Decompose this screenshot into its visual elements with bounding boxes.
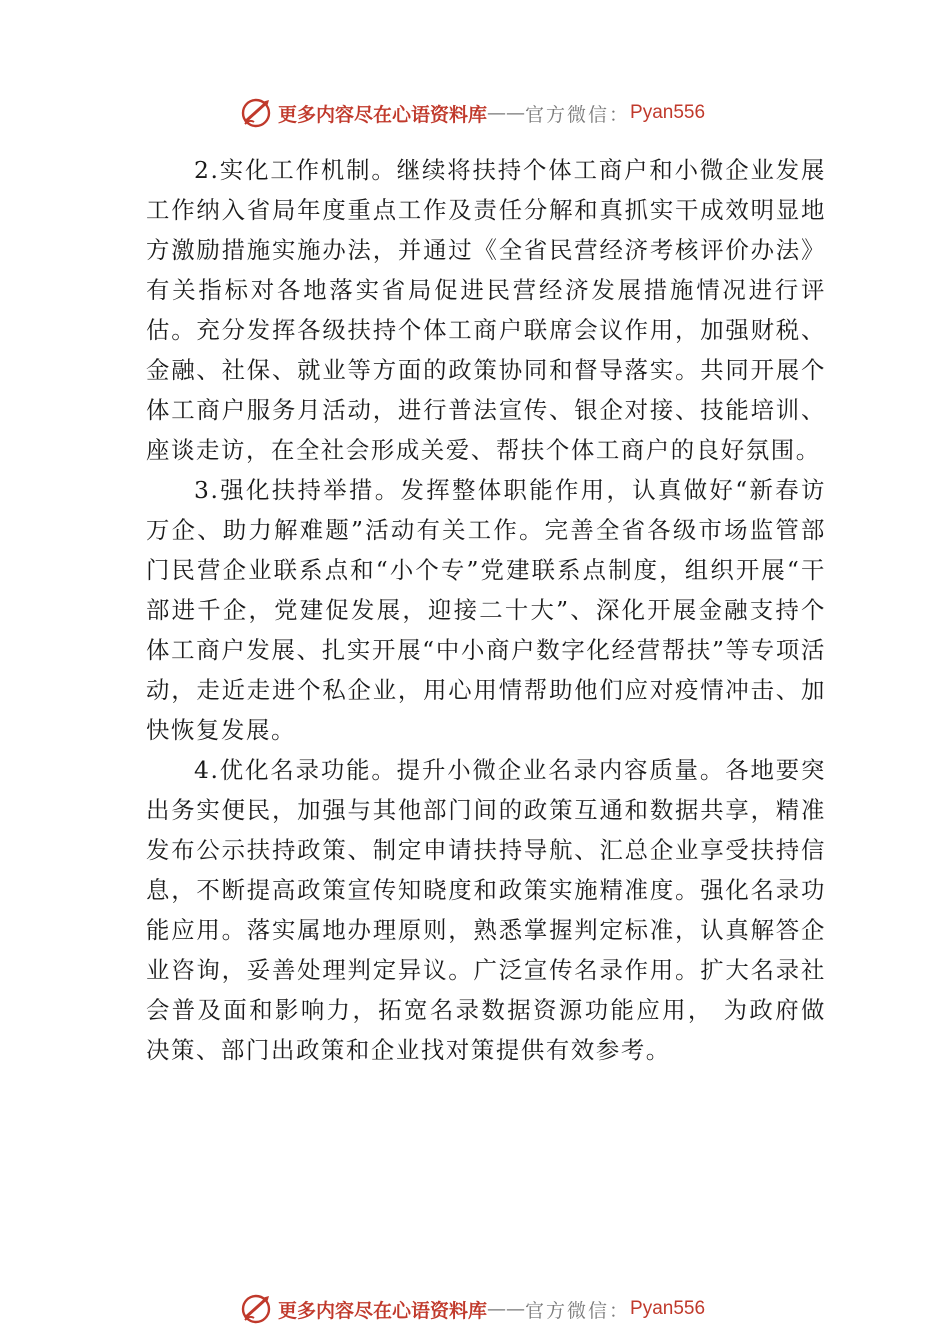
watermark-dash: —— [487,102,526,124]
header-watermark [240,97,705,129]
watermark-brand: 更多内容尽在心语资料库 [278,1299,488,1322]
watermark-brand: 更多内容尽在心语资料库 [278,103,488,126]
watermark-wechat-id: Pyan556 [630,1298,706,1319]
footer-watermark [240,1293,705,1325]
paragraph-directory-function: 4.优化名录功能。提升小微企业名录内容质量。各地要突出务实便民，加强与其他部门间的政策互通和数据共享，精准发布公示扶持政策、制定申请扶持导航、汇总企业享受扶持信息，不断提高政策宣传知晓度和政策实施精准度。强化名录功能应用。落实属地办理原则，熟悉掌握判定标准，认真解答企业咨询，妥善处理判定异议。广泛宣传名录作用。扩大名录社会普及面和影响力，拓宽名录数据资源功能应用， 为政府做决策、部门出政策和企业找对策提供有效参考。 [146,756,826,1064]
watermark-dash: —— [487,1298,526,1320]
pen-logo-icon [240,1293,274,1325]
paragraph-support-measures: 3.强化扶持举措。发挥整体职能作用，认真做好“新春访万企、助力解难题”活动有关工作。完善全省各级市场监管部门民营企业联系点和“小个专”党建联系点制度，组织开展“干部进千企，党建促发展，迎接二十大”、深化开展金融支持个体工商户发展、扎实开展“中小商户数字化经营帮扶”等专项活动，走近走进个私企业，用心用情帮助他们应对疫情冲击、加快恢复发展。 [146,476,826,744]
watermark-wechat-id: Pyan556 [630,102,706,123]
watermark-wechat-label: 官方微信： [525,103,631,126]
watermark-wechat-label: 官方微信： [525,1299,631,1322]
paragraph-mechanism: 2.实化工作机制。继续将扶持个体工商户和小微企业发展工作纳入省局年度重点工作及责任分解和真抓实干成效明显地方激励措施实施办法，并通过《全省民营经济考核评价办法》有关指标对各地落实省局促进民营经济发展措施情况进行评估。充分发挥各级扶持个体工商户联席会议作用，加强财税、金融、社保、就业等方面的政策协同和督导落实。共同开展个体工商户服务月活动，进行普法宣传、银企对接、技能培训、座谈走访，在全社会形成关爱、帮扶个体工商户的良好氛围。 [146,156,826,464]
document-body [146,150,826,1070]
pen-logo-icon [240,97,274,129]
